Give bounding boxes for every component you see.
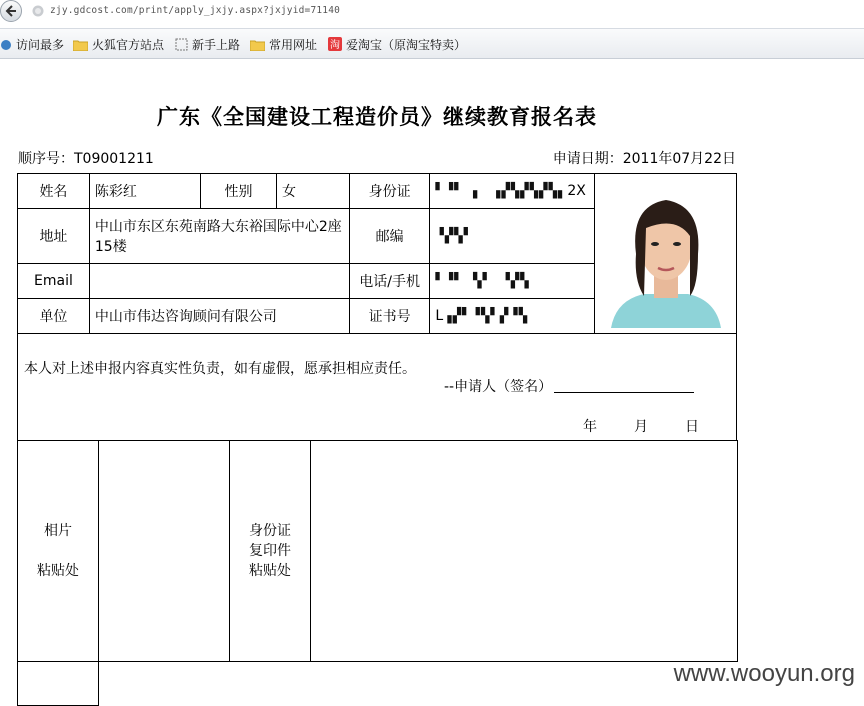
month-label: 月 bbox=[634, 419, 648, 435]
id-copy-paste-label bbox=[230, 440, 311, 661]
gender-label: 性别 bbox=[200, 174, 276, 209]
email-label: Email bbox=[18, 264, 90, 299]
applicant-photo bbox=[606, 176, 726, 328]
certificate-value bbox=[430, 299, 595, 334]
bookmark-common-sites[interactable]: 常用网址 bbox=[250, 36, 317, 53]
folder-icon bbox=[73, 39, 88, 51]
id-paste-line1: 身份证 bbox=[249, 523, 291, 540]
id-card-visible: 2X bbox=[567, 183, 586, 199]
id-paste-line3: 粘贴处 bbox=[249, 563, 291, 580]
id-copy-paste-area bbox=[311, 440, 738, 661]
photo-paste-label bbox=[18, 440, 99, 661]
name-label: 姓名 bbox=[18, 174, 90, 209]
svg-text:淘: 淘 bbox=[330, 40, 340, 51]
redacted-text: ▗▞▘▝▚▘▞▝▚ bbox=[443, 308, 528, 324]
declaration-box bbox=[17, 334, 737, 441]
phone-value bbox=[430, 264, 595, 299]
signature-label: --申请人（签名） bbox=[444, 379, 553, 395]
id-card-label: 身份证 bbox=[349, 174, 429, 209]
phone-label: 电话/手机 bbox=[349, 264, 429, 299]
year-label: 年 bbox=[583, 419, 597, 435]
bottom-left-cell bbox=[18, 661, 99, 705]
id-card-value bbox=[430, 174, 595, 209]
watermark: www.wooyun.org bbox=[673, 660, 855, 687]
certificate-label: 证书号 bbox=[349, 299, 429, 334]
applicant-photo-cell bbox=[595, 174, 737, 334]
redacted-text: ▘▝▘ ▖ ▗▞▚▞▚▞▚▖ bbox=[435, 183, 568, 199]
address-value: 中山市东区东苑南路大东裕国际中心2座15楼 bbox=[89, 209, 349, 264]
page-title: 广东《全国建设工程造价员》继续教育报名表 bbox=[157, 105, 597, 129]
id-paste-line2: 复印件 bbox=[249, 543, 291, 560]
employer-label: 单位 bbox=[18, 299, 90, 334]
postcode-value bbox=[430, 209, 595, 264]
back-arrow-icon bbox=[4, 4, 18, 18]
paste-area-table bbox=[17, 440, 738, 706]
redacted-text: ▝▞▚▘ bbox=[435, 228, 474, 244]
globe-icon bbox=[32, 5, 44, 17]
bookmark-most-visited[interactable]: 访问最多 bbox=[0, 36, 64, 53]
bottom-right-cell bbox=[99, 661, 738, 705]
name-value: 陈彩红 bbox=[89, 174, 200, 209]
postcode-label: 邮编 bbox=[349, 209, 429, 264]
folder-icon bbox=[250, 39, 265, 51]
bookmark-firefox-site[interactable]: 火狐官方站点 bbox=[73, 36, 164, 53]
signature-blank bbox=[554, 378, 694, 393]
taobao-icon bbox=[328, 37, 342, 51]
email-value bbox=[89, 264, 349, 299]
photo-paste-line1: 相片 bbox=[44, 523, 72, 540]
photo-paste-line2: 粘贴处 bbox=[37, 563, 79, 580]
bookmark-ai-taobao[interactable]: 淘 爱淘宝（原淘宝特卖） bbox=[330, 38, 467, 52]
day-label: 日 bbox=[685, 419, 699, 435]
employer-value: 中山市伟达咨询顾问有限公司 bbox=[89, 299, 349, 334]
url-text[interactable]: zjy.gdcost.com/print/apply_jxjy.aspx?jxjyid=71140 bbox=[50, 5, 341, 16]
declaration-text: 本人对上述申报内容真实性负责，如有虚假，愿承担相应责任。 bbox=[24, 361, 416, 377]
bookmark-getting-started[interactable]: 新手上路 bbox=[175, 36, 240, 53]
redacted-text: ▘▝▘ ▚▘ ▝▞▚ bbox=[435, 273, 530, 289]
page-icon bbox=[175, 38, 188, 51]
bookmark-icon bbox=[0, 39, 12, 51]
photo-paste-area bbox=[99, 440, 230, 661]
signature-line bbox=[444, 376, 694, 396]
sequence-number: 顺序号：T09001211 bbox=[18, 151, 154, 167]
certificate-visible: L bbox=[435, 308, 444, 324]
gender-value: 女 bbox=[277, 174, 350, 209]
address-label: 地址 bbox=[18, 209, 90, 264]
bookmarks-toolbar bbox=[0, 28, 864, 59]
apply-date: 申请日期：2011年07月22日 bbox=[552, 151, 736, 167]
info-table bbox=[17, 173, 737, 334]
address-bar bbox=[0, 0, 864, 24]
back-button[interactable] bbox=[0, 0, 22, 22]
